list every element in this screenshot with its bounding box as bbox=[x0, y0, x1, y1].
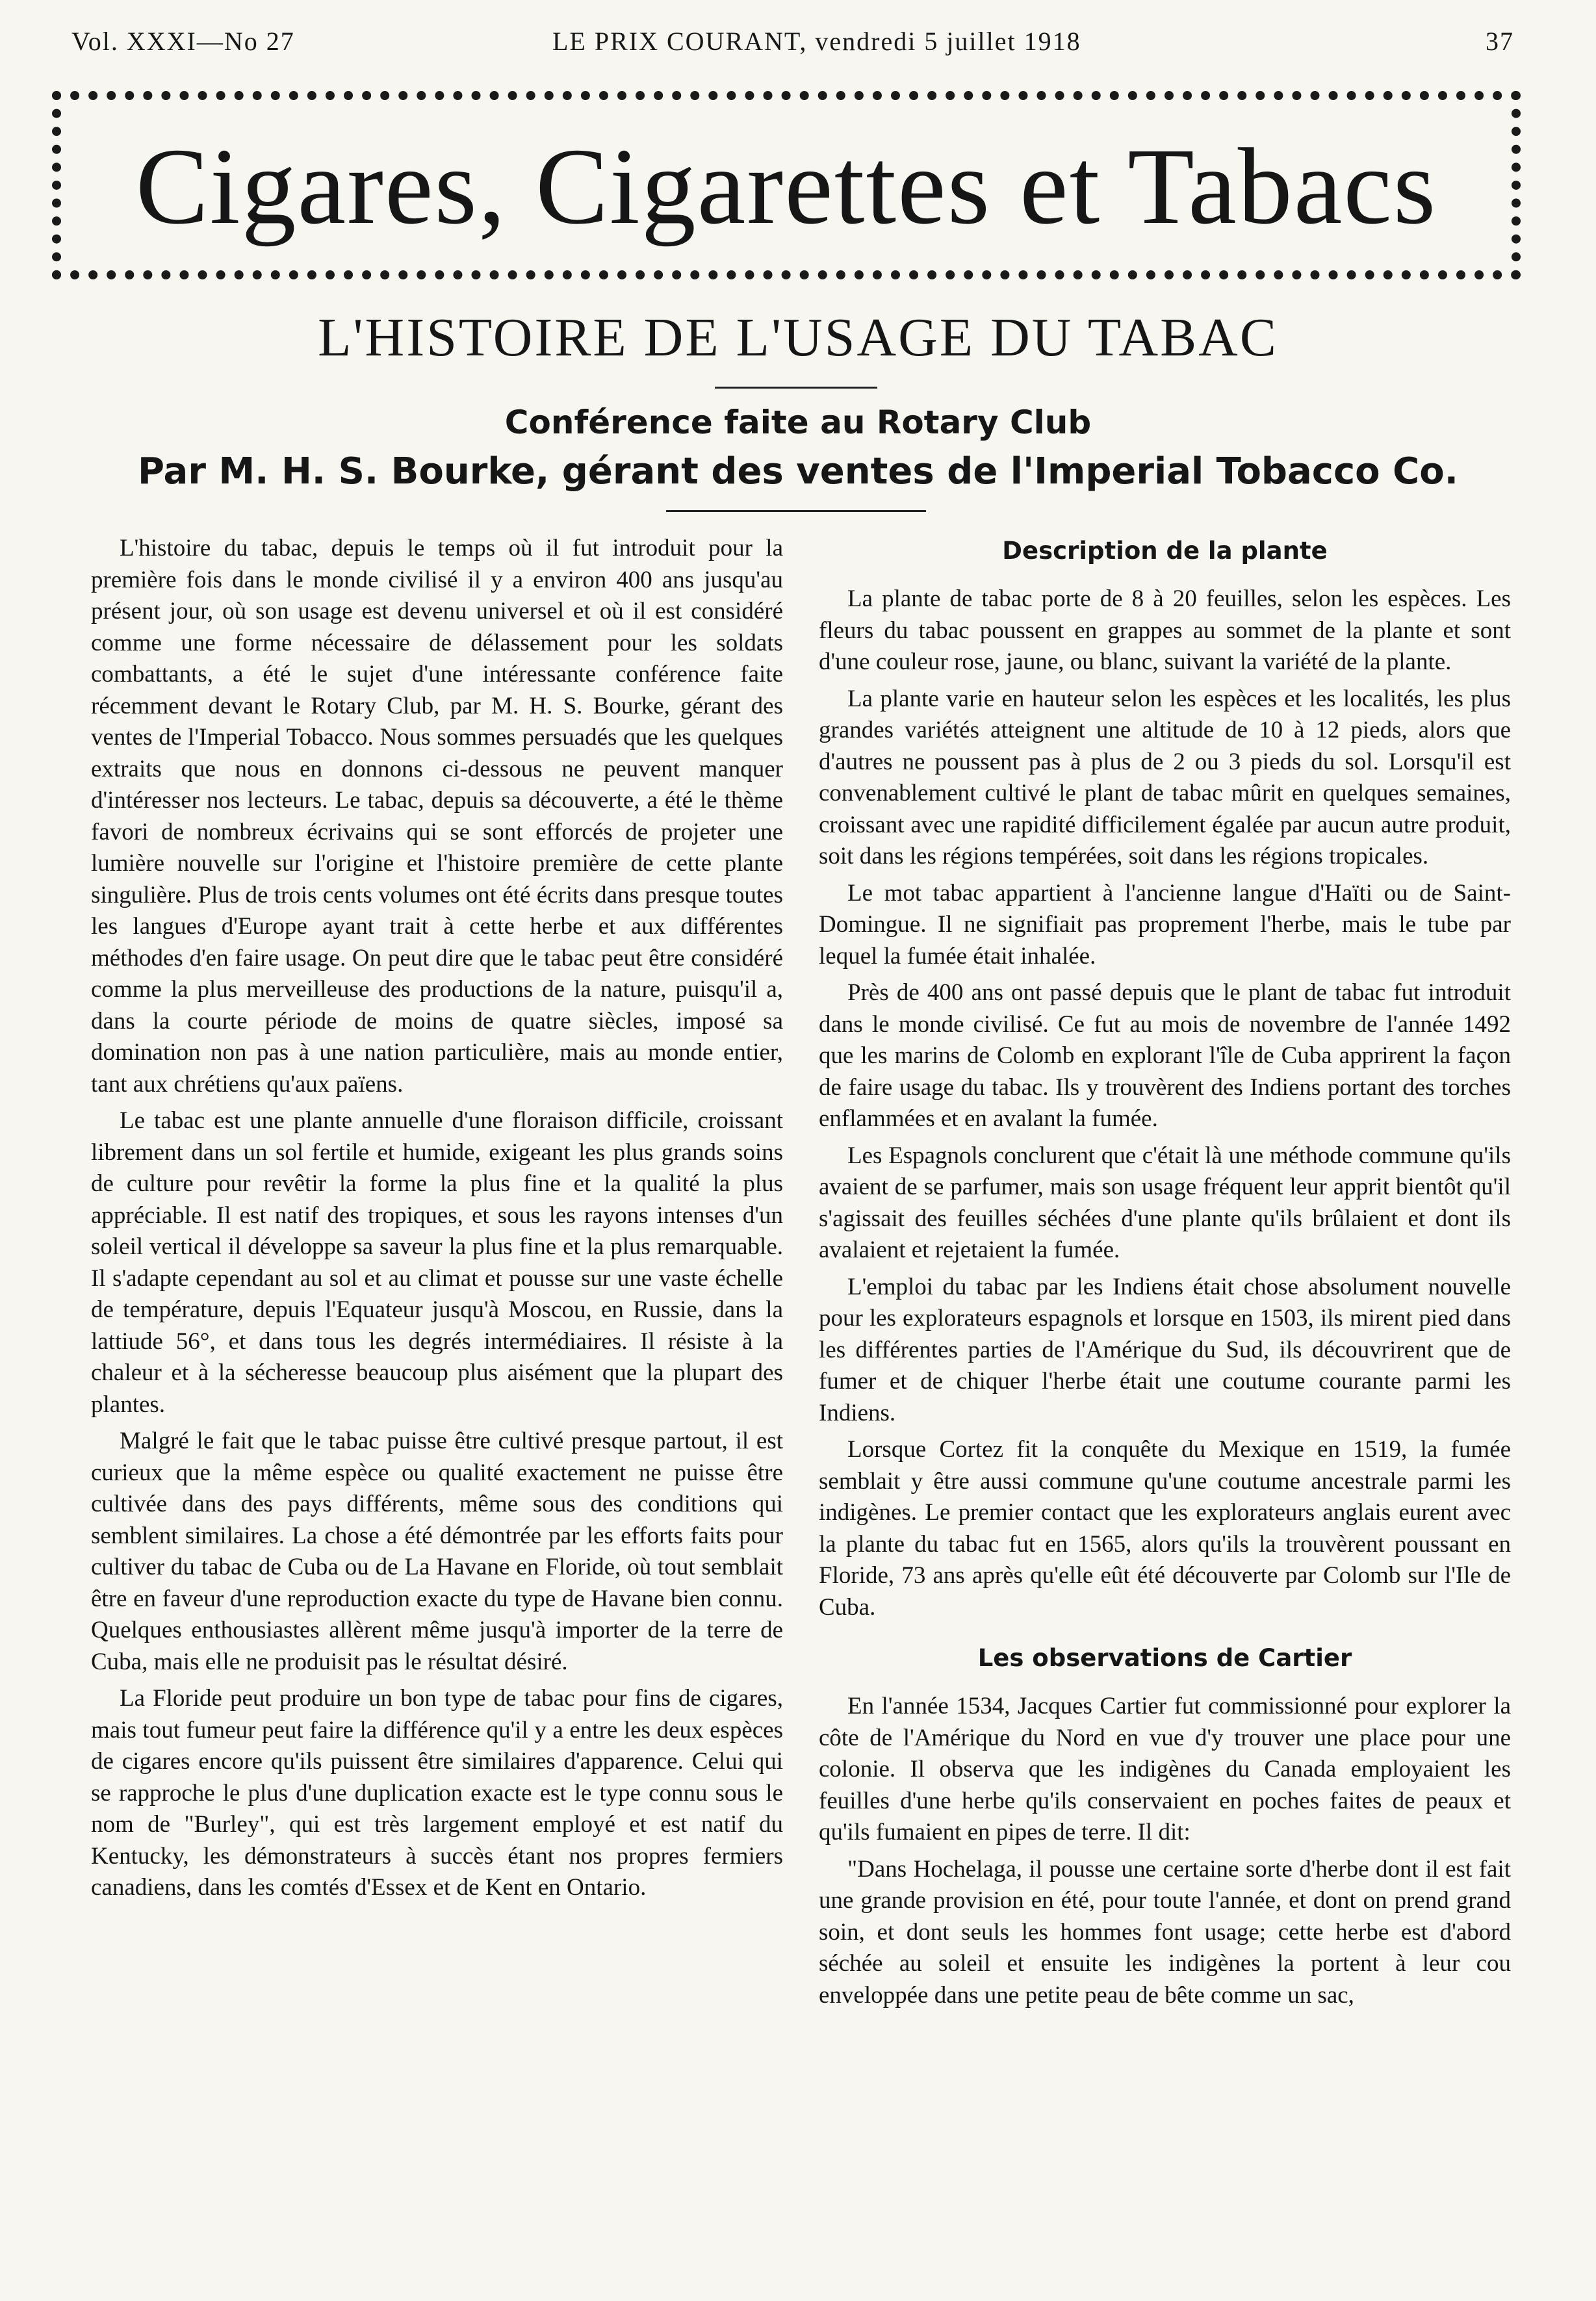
paragraph: L'histoire du tabac, depuis le temps où il fut introduit pour la première fois dans le monde civilisé il y a environ 400 ans jusqu'au présent jour, où son usage est devenu universel et où il est considéré comme une forme nécessaire de délassement pour les soldats combattants, a été le sujet d'une intéressante conférence faite récemment devant le Rotary Club, par M. H. S. Bourke, gérant des ventes de l'Imperial Tobacco. Nous sommes persuadés que les quelques extraits que nous en donnons ci-dessous ne peuvent manquer d'intéresser nos lecteurs. Le tabac, depuis sa découverte, a été le thème favori de nombreux écrivains qui se sont efforcés de projeter une lumière nouvelle sur l'origine et l'histoire première de cette plante singulière. Plus de trois cents volumes ont été écrits dans presque toutes les langues d'Europe ayant trait à cette herbe et aux différentes méthodes d'en faire usage. On peut dire que le tabac peut être considéré comme la plus merveilleuse des productions de la nature, puisqu'il a, dans la courte période de moins de quatre siècles, imposé sa domination non pas à une nation particulière, mais au monde entier, tant aux chrétiens qu'aux païens. bbox=[91, 535, 783, 1098]
section-banner bbox=[52, 91, 1521, 279]
article-headline: L'HISTOIRE DE L'USAGE DU TABAC bbox=[318, 307, 1278, 368]
section-heading: Les observations de Cartier bbox=[977, 1644, 1352, 1672]
article-subtitle: Conférence faite au Rotary Club bbox=[504, 404, 1092, 441]
volume-number: Vol. XXXI—No 27 bbox=[71, 27, 295, 56]
paragraph: L'emploi du tabac par les Indiens était chose absolument nouvelle pour les explorateurs espagnols et lorsque en 1503, ils mirent pied dans les différentes parties de l'Amérique du Sud, ils découvrirent que de fumer et de chiquer l'herbe était une coutume courante parmi les Indiens. bbox=[819, 1273, 1511, 1426]
paragraph: Le tabac est une plante annuelle d'une floraison difficile, croissant librement dans un sol fertile et humide, exigeant les plus grands soins de culture pour revêtir la forme la plus fine et la qualité la plus appréciable. Il est natif des tropiques, et sous les rayons intenses d'un soleil vertical il développe sa saveur la plus fine et la plus remarquable. Il s'adapte cependant au sol et au climat et pousse sur une vaste échelle de température, depuis l'Equateur jusqu'à Moscou, en Russie, dans la lattiude 56°, et dans tous les degrés intermédiaires. Il résiste à la chaleur et à la sécheresse beaucoup plus aisément que la plupart des plantes. bbox=[91, 1107, 783, 1418]
section-heading: Description de la plante bbox=[1002, 537, 1328, 565]
page-number: 37 bbox=[1486, 27, 1514, 56]
paragraph: Lorsque Cortez fit la conquête du Mexique en 1519, la fumée semblait y être aussi commune qu'une coutume ancestrale parmi les indigènes. Le premier contact que les explorateurs anglais eurent avec la plante du tabac fut en 1565, alors qu'ils la trouvèrent poussant en Floride, 73 ans après qu'elle eût été découverte par Colomb sur l'Ile de Cuba. bbox=[819, 1436, 1511, 1621]
paragraph: "Dans Hochelaga, il pousse une certaine sorte d'herbe dont il est fait une grande provision en été, pour toute l'année, et dont on prend grand soin, et dont seuls les hommes font usage; cette herbe est d'abord séchée au soleil et ensuite les indigènes la portent à leur cou enveloppée dans une petite peau de bête comme un sac, bbox=[819, 1855, 1511, 2009]
article-byline: Par M. H. S. Bourke, gérant des ventes de l'Imperial Tobacco Co. bbox=[138, 450, 1458, 493]
left-column bbox=[91, 533, 783, 2274]
paragraph: En l'année 1534, Jacques Cartier fut commissionné pour explorer la côte de l'Amérique du Nord en vue d'y trouver une place pour une colonie. Il observa que les indigènes du Canada employaient les feuilles d'une herbe qu'ils conservaient en poches faites de peaux et qu'ils fumaient en pipes de terre. Il dit: bbox=[819, 1693, 1511, 1845]
paragraph: La Floride peut produire un bon type de tabac pour fins de cigares, mais tout fumeur peut faire la différence qu'il y a entre les deux espèces de cigares encore qu'ils puissent être similaires d'apparence. Celui qui se rapproche le plus d'une duplication exacte est le type connu sous le nom de "Burley", qui est très largement employé et est natif du Kentucky, les démonstrateurs à succès étant nos propres fermiers canadiens, dans les comtés d'Essex et de Kent en Ontario. bbox=[91, 1685, 783, 1901]
running-header bbox=[71, 26, 1514, 65]
section-title: Cigares, Cigarettes et Tabacs bbox=[135, 126, 1437, 247]
paragraph: Le mot tabac appartient à l'ancienne langue d'Haïti ou de Saint-Domingue. Il ne signifiait pas proprement l'herbe, mais le tube par lequel la fumée était inhalée. bbox=[819, 879, 1511, 970]
paragraph: Près de 400 ans ont passé depuis que le plant de tabac fut introduit dans le monde civilisé. Ce fut au mois de novembre de l'année 1492 que les marins de Colomb en explorant l'île de Cuba apprirent la façon de faire usage du tabac. Ils y trouvèrent des Indiens portant des torches enflammées et en avalant la fumée. bbox=[819, 979, 1511, 1132]
paragraph: Malgré le fait que le tabac puisse être cultivé presque partout, il est curieux que la même espèce ou qualité exactement ne puisse être cultivée dans des pays différents, même sous des conditions qui semblent similaires. La chose a été démontrée par les efforts faits pour cultiver du tabac de Cuba ou de La Havane en Floride, où tout semblait être en faveur d'une reproduction exacte du type de Havane bien connu. Quelques enthousiastes allèrent même jusqu'à importer de la terre de Cuba, mais elle ne produisit pas le résultat désiré. bbox=[91, 1428, 783, 1675]
journal-date: LE PRIX COURANT, vendredi 5 juillet 1918 bbox=[552, 27, 1081, 56]
paragraph: Les Espagnols conclurent que c'était là une méthode commune qu'ils avaient de se parfumer, mais son usage fréquent leur apprit bientôt qu'il s'agissait des feuilles séchées d'une plante qu'ils brûlaient et dont ils avalaient et rejetaient la fumée. bbox=[819, 1142, 1511, 1263]
divider bbox=[715, 387, 877, 389]
paragraph: La plante varie en hauteur selon les espèces et les localités, les plus grandes variétés atteignent une altitude de 10 à 12 pieds, alors que d'autres ne poussent pas à plus de 2 ou 3 pieds du sol. Lorsqu'il est convenablement cultivé le plant de tabac mûrit en quelques semaines, croissant avec une rapidité difficilement égalée par aucun autre produit, soit dans les régions tempérées, soit dans les régions tropicales. bbox=[819, 685, 1511, 869]
divider bbox=[666, 510, 926, 512]
right-column bbox=[819, 533, 1511, 2274]
paragraph: La plante de tabac porte de 8 à 20 feuilles, selon les espèces. Les fleurs du tabac poussent en grappes au sommet de la plante et sont d'une couleur rose, jaune, ou blanc, suivant la variété de la plante. bbox=[819, 585, 1511, 675]
